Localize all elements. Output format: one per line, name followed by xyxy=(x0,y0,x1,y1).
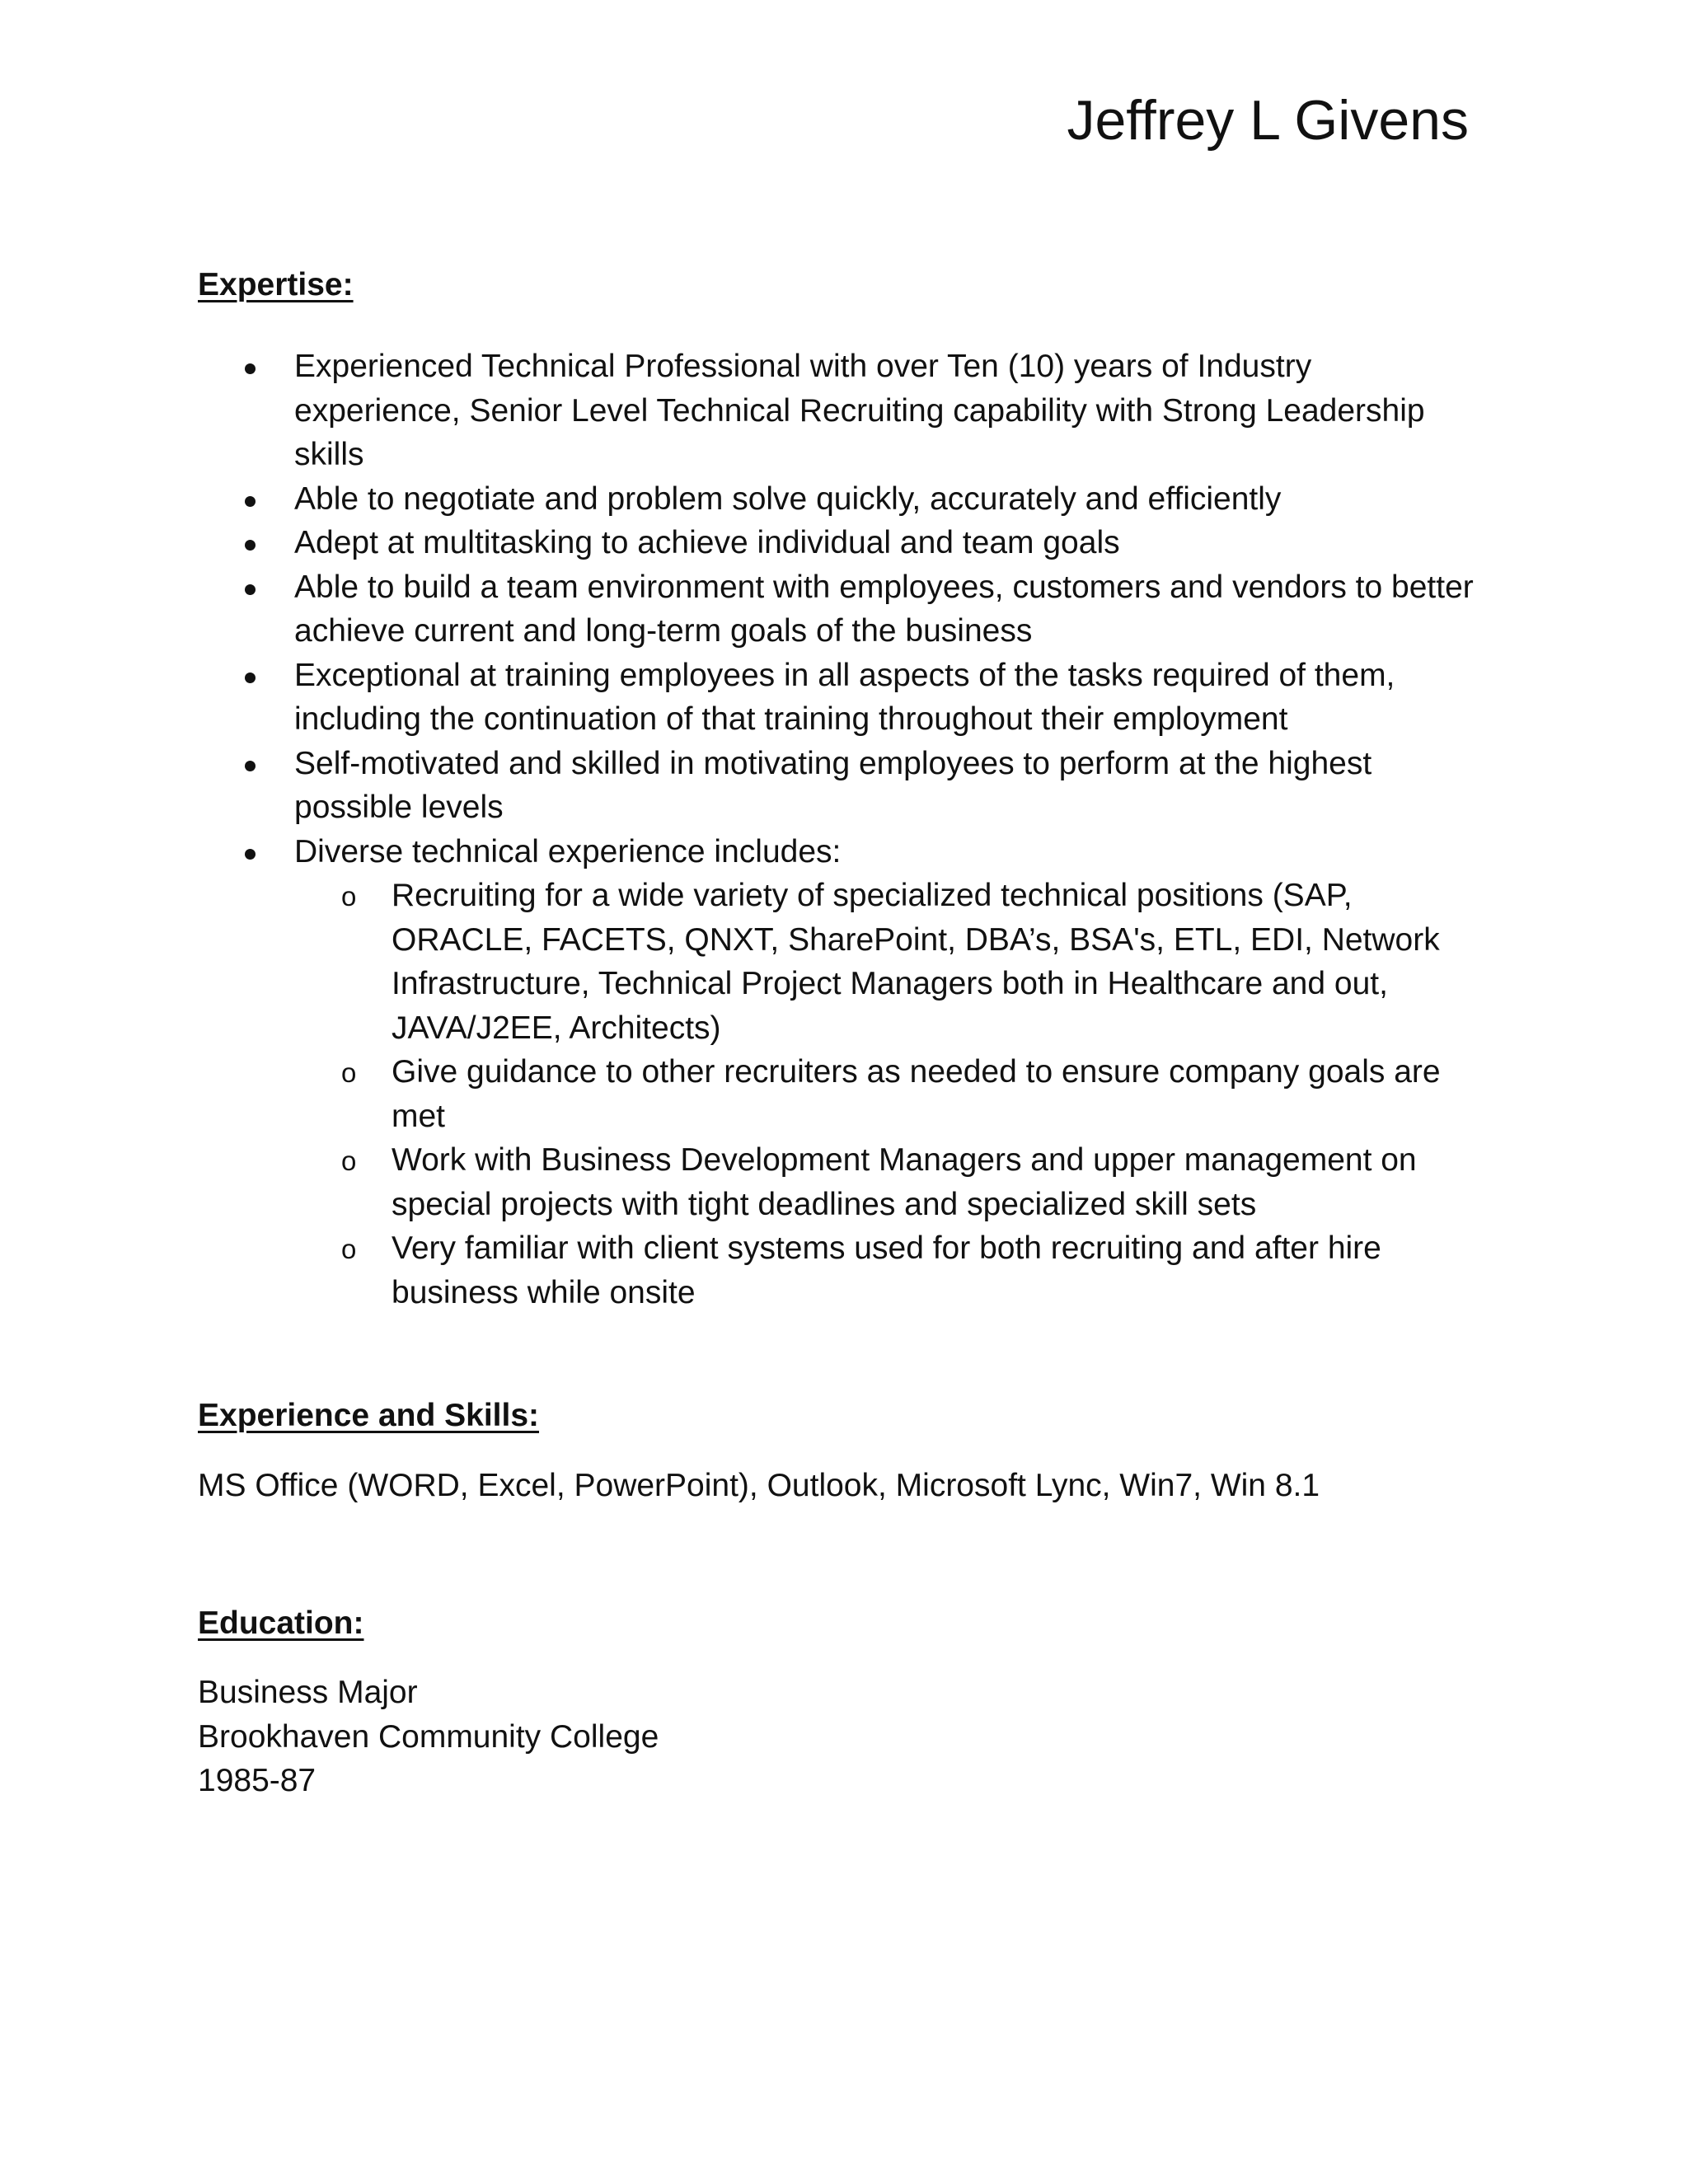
expertise-heading: Expertise: xyxy=(198,267,354,302)
circle-bullet-icon: o xyxy=(341,881,357,912)
sub-bullet xyxy=(294,1138,1484,1226)
bullet-icon xyxy=(245,584,256,595)
bullet-icon xyxy=(245,540,256,551)
expertise-bullet-text: Experienced Technical Professional with over Ten (10) years of Industry experience, Senior Level Technical Recruiting capability with Strong Leadership skills xyxy=(294,349,1425,472)
sub-bullet-text: Work with Business Development Managers and upper management on special projects with tight deadlines and specialized skill sets xyxy=(392,1142,1417,1222)
expertise-bullet xyxy=(198,344,1484,477)
sub-bullet xyxy=(294,1226,1484,1315)
education-years: 1985-87 xyxy=(198,1763,316,1798)
sub-bullet-text: Very familiar with client systems used for both recruiting and after hire business while onsite xyxy=(392,1230,1381,1310)
education-block xyxy=(198,1671,659,1803)
expertise-bullet xyxy=(198,830,1484,1315)
skills-text: MS Office (WORD, Excel, PowerPoint), Outlook, Microsoft Lync, Win7, Win 8.1 xyxy=(198,1468,1320,1503)
bullet-icon xyxy=(245,496,256,507)
sub-bullet xyxy=(294,1050,1484,1138)
bullet-icon xyxy=(245,673,256,683)
education-major: Business Major xyxy=(198,1675,418,1710)
expertise-bullet-text: Diverse technical experience includes: xyxy=(294,833,842,869)
technical-experience-sublist xyxy=(294,874,1484,1315)
bullet-icon xyxy=(245,849,256,860)
expertise-bullet-text: Adept at multitasking to achieve individual and team goals xyxy=(294,525,1120,560)
education-heading: Education: xyxy=(198,1605,364,1641)
expertise-bullet-text: Able to build a team environment with employees, customers and vendors to better achieve current and long-term goals of the business xyxy=(294,569,1474,649)
sub-bullet xyxy=(294,874,1484,1050)
circle-bullet-icon: o xyxy=(341,1234,357,1264)
education-school: Brookhaven Community College xyxy=(198,1718,659,1755)
expertise-list xyxy=(198,344,1484,1315)
expertise-bullet xyxy=(198,477,1484,522)
expertise-bullet-text: Exceptional at training employees in all aspects of the tasks required of them, including the continuation of that training throughout their employment xyxy=(294,657,1395,737)
bullet-icon xyxy=(245,761,256,771)
expertise-bullet xyxy=(198,742,1484,830)
bullet-icon xyxy=(245,363,256,374)
circle-bullet-icon: o xyxy=(341,1057,357,1088)
sub-bullet-text: Recruiting for a wide variety of specialized technical positions (SAP, ORACLE, FACETS, QNXT, SharePoint, DBA’s, BSA's, ETL, EDI, Network Infrastructure, Technical Project Managers both in Healthcare and out, JAVA/J2EE, Architects) xyxy=(392,878,1440,1046)
candidate-name: Jeffrey L Givens xyxy=(1067,89,1469,152)
expertise-bullet-text: Able to negotiate and problem solve quickly, accurately and efficiently xyxy=(294,480,1282,517)
experience-skills-heading: Experience and Skills: xyxy=(198,1398,540,1433)
expertise-bullet-text: Self-motivated and skilled in motivating employees to perform at the highest possible levels xyxy=(294,745,1372,825)
circle-bullet-icon: o xyxy=(341,1146,357,1176)
expertise-bullet xyxy=(198,654,1484,742)
expertise-bullet xyxy=(198,565,1484,654)
sub-bullet-text: Give guidance to other recruiters as needed to ensure company goals are met xyxy=(392,1054,1441,1134)
expertise-bullet xyxy=(198,521,1484,565)
